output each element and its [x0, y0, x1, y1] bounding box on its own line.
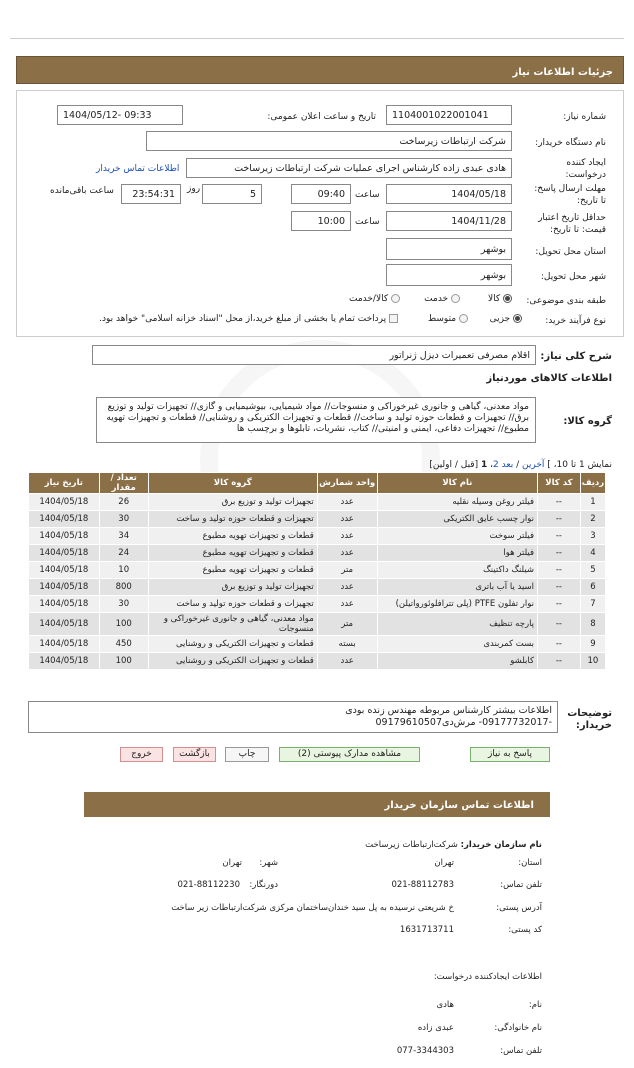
- process-option-medium[interactable]: متوسط: [428, 314, 468, 324]
- category-option-both[interactable]: کالا/خدمت: [349, 294, 400, 304]
- validity-date-field[interactable]: 1404/11/28: [386, 211, 512, 231]
- buyer-contact-link[interactable]: اطلاعات تماس خریدار: [96, 164, 180, 174]
- city-field[interactable]: بوشهر: [386, 264, 512, 286]
- cell-group: تجهیزات و قطعات حوزه تولید و ساخت: [148, 596, 317, 613]
- cell-code: --: [538, 613, 581, 636]
- cell-unit: متر: [317, 613, 377, 636]
- table-row[interactable]: [29, 636, 606, 653]
- contact-fax-label: دورنگار:: [249, 880, 278, 890]
- city-label: شهر محل تحویل:: [540, 272, 606, 282]
- contact-phone-value: 021-88112783: [391, 880, 454, 890]
- cell-qty: 100: [99, 653, 148, 670]
- announce-label: تاریخ و ساعت اعلان عمومی:: [267, 112, 376, 122]
- col-group: گروه کالا: [148, 473, 317, 494]
- creator-field[interactable]: هادی عبدی زاده کارشناس اجرای عملیات شرکت ارتباطات زیرساخت: [186, 158, 512, 178]
- creator-label: ایجاد کننده درخواست:: [565, 158, 606, 180]
- process-label: نوع فرآیند خرید:: [545, 316, 606, 326]
- contact-province-label: استان:: [518, 858, 542, 868]
- contact-address-label: آدرس پستی:: [496, 903, 542, 913]
- pagination-page-1: 1: [481, 460, 488, 470]
- cell-qty: 10: [99, 562, 148, 579]
- checkbox-icon: [389, 314, 398, 323]
- buyer-notes-line2: -09177732017- مرش‌دی09179610507: [375, 717, 552, 728]
- creator-family-value: عبدی زاده: [417, 1023, 454, 1033]
- contact-address-value: خ شریعتی نرسیده به پل سید خندان‌ساختمان مرکزی شرکت‌ارتباطات زیر ساخت: [171, 903, 454, 913]
- col-qty: تعداد / مقدار: [99, 473, 148, 494]
- cell-group: قطعات و تجهیزات الکتریکی و روشنایی: [148, 653, 317, 670]
- cell-unit: عدد: [317, 528, 377, 545]
- cell-date: 1404/05/18: [29, 494, 100, 511]
- pagination-prev: [قبل: [460, 460, 479, 470]
- cell-date: 1404/05/18: [29, 613, 100, 636]
- cell-group: قطعات و تجهیزات الکتریکی و روشنایی: [148, 636, 317, 653]
- cell-row: 4: [580, 545, 605, 562]
- announce-field[interactable]: 1404/05/12- 09:33: [57, 105, 183, 125]
- creator-phone-value: 077-3344303: [396, 1046, 454, 1056]
- cell-unit: عدد: [317, 511, 377, 528]
- cell-qty: 24: [99, 545, 148, 562]
- cell-row: 3: [580, 528, 605, 545]
- pagination-showing: نمایش 1 تا 10،: [553, 460, 612, 470]
- contact-org: نام سازمان خریدار: شرکت‌ارتباطات زیرساخت: [365, 840, 542, 850]
- pagination-last[interactable]: آخرین: [522, 460, 545, 470]
- cell-code: --: [538, 494, 581, 511]
- need-number-field[interactable]: 1104001022001041: [386, 105, 512, 125]
- contact-province-value: تهران: [434, 858, 454, 868]
- col-name: نام کالا: [377, 473, 537, 494]
- remaining-label: ساعت باقی‌مانده: [50, 186, 114, 196]
- cell-date: 1404/05/18: [29, 562, 100, 579]
- cell-date: 1404/05/18: [29, 653, 100, 670]
- cell-qty: 26: [99, 494, 148, 511]
- cell-qty: 800: [99, 579, 148, 596]
- cell-date: 1404/05/18: [29, 596, 100, 613]
- cell-group: قطعات و تجهیزات تهویه مطبوع: [148, 528, 317, 545]
- validity-time-label: ساعت: [355, 217, 380, 227]
- cell-row: 1: [580, 494, 605, 511]
- attachments-button[interactable]: مشاهده مدارک پیوستی (2): [279, 747, 420, 762]
- buyer-notes-field[interactable]: [28, 701, 558, 733]
- cell-group: تجهیزات تولید و توزیع برق: [148, 579, 317, 596]
- pagination-first: / اولین]: [429, 460, 458, 470]
- category-label: طبقه بندی موضوعی:: [526, 296, 606, 306]
- radio-selected-icon: [513, 314, 522, 323]
- cell-qty: 34: [99, 528, 148, 545]
- category-option-service[interactable]: خدمت: [424, 294, 460, 304]
- cell-group: تجهیزات تولید و توزیع برق: [148, 494, 317, 511]
- cell-qty: 450: [99, 636, 148, 653]
- contact-phone-label: تلفن تماس:: [500, 880, 542, 890]
- treasury-payment-checkbox[interactable]: پرداخت تمام یا بخشی از مبلغ خرید،از محل "اسناد خزانه اسلامی" خواهد بود.: [99, 314, 398, 324]
- cell-code: --: [538, 528, 581, 545]
- contact-postal-value: 1631713711: [399, 925, 454, 935]
- deadline-time-field[interactable]: 09:40: [291, 184, 351, 204]
- category-option-goods[interactable]: کالا: [488, 294, 512, 304]
- cell-unit: عدد: [317, 494, 377, 511]
- cell-unit: عدد: [317, 653, 377, 670]
- radio-icon: [451, 294, 460, 303]
- days-field[interactable]: 5: [202, 184, 262, 204]
- table-row[interactable]: [29, 528, 606, 545]
- goods-table: [28, 472, 606, 670]
- page-title: جزئیات اطلاعات نیاز: [16, 56, 624, 84]
- summary-label: شرح کلی نیاز:: [540, 351, 612, 362]
- cell-qty: 30: [99, 511, 148, 528]
- back-button[interactable]: بازگشت: [173, 747, 216, 762]
- cell-row: 6: [580, 579, 605, 596]
- cell-row: 7: [580, 596, 605, 613]
- cell-code: --: [538, 511, 581, 528]
- validity-label: حداقل تاریخ اعتبار قیمت: تا تاریخ:: [538, 213, 606, 235]
- table-row[interactable]: [29, 613, 606, 636]
- table-row[interactable]: [29, 579, 606, 596]
- pagination-page-2[interactable]: 2: [493, 460, 499, 470]
- cell-name: نوار چسب عایق الکتریکی: [377, 511, 537, 528]
- creator-info-title: اطلاعات ایجادکننده درخواست:: [433, 972, 542, 982]
- table-row[interactable]: [29, 545, 606, 562]
- cell-name: نوار تفلون PTFE (پلی تترافلوئورواتیلن): [377, 596, 537, 613]
- cell-code: --: [538, 653, 581, 670]
- deadline-label: مهلت ارسال پاسخ: تا تاریخ:: [534, 184, 606, 206]
- cell-group: مواد معدنی، گیاهی و جانوری غیرخوراکی و منسوجات: [148, 613, 317, 636]
- province-field[interactable]: بوشهر: [386, 238, 512, 260]
- pagination: نمایش 1 تا 10، ] آخرین / بعد 2، 1 [قبل / اولین]: [429, 460, 612, 470]
- cell-date: 1404/05/18: [29, 545, 100, 562]
- cell-code: --: [538, 596, 581, 613]
- col-unit: واحد شمارش: [317, 473, 377, 494]
- cell-code: --: [538, 562, 581, 579]
- cell-unit: بسته: [317, 636, 377, 653]
- deadline-date-field[interactable]: 1404/05/18: [386, 184, 512, 204]
- top-divider: [10, 38, 624, 39]
- validity-time-field[interactable]: 10:00: [291, 211, 351, 231]
- table-row[interactable]: [29, 511, 606, 528]
- cell-qty: 30: [99, 596, 148, 613]
- buyer-org-label: نام دستگاه خریدار:: [535, 138, 606, 148]
- cell-name: بست کمربندی: [377, 636, 537, 653]
- table-row[interactable]: [29, 562, 606, 579]
- buyer-notes-line1: اطلاعات بیشتر کارشناس مربوطه مهندس زنده بودی: [345, 705, 552, 716]
- remaining-time-field[interactable]: 23:54:31: [121, 184, 181, 204]
- reply-button[interactable]: پاسخ به نیاز: [470, 747, 550, 762]
- cell-unit: عدد: [317, 579, 377, 596]
- radio-selected-icon: [503, 294, 512, 303]
- need-number-label: شماره نیاز:: [563, 112, 606, 122]
- summary-field[interactable]: اقلام مصرفی تعمیرات دیزل ژنراتور: [92, 345, 536, 365]
- days-label: روز: [187, 184, 201, 194]
- col-date: تاریخ نیاز: [29, 473, 100, 494]
- radio-icon: [459, 314, 468, 323]
- cell-name: فیلتر هوا: [377, 545, 537, 562]
- cell-name: اسید یا آب باتری: [377, 579, 537, 596]
- goods-group-field[interactable]: مواد معدنی، گیاهی و جانوری غیرخوراکی و منسوجات// مواد شیمیایی، بیوشیمیایی و گازی// تجهیزات تولید و توزیع برق// تجهیزات و قطعات حوزه تولید و ساخت// قطعات و تجهیزات الکتریکی و روشنایی// قطعات و تجهیزات تهویه مطبوع// تجهیزات دفاعی، ایمنی و امنیتی// کتاب، نشریات، تابلوها و برچسب ها: [96, 397, 536, 443]
- cell-group: قطعات و تجهیزات تهویه مطبوع: [148, 545, 317, 562]
- buyer-notes-label: توضیحات خریدار:: [567, 708, 612, 731]
- creator-name-value: هادی: [436, 1000, 454, 1010]
- cell-row: 8: [580, 613, 605, 636]
- cell-date: 1404/05/18: [29, 511, 100, 528]
- table-row[interactable]: [29, 653, 606, 670]
- creator-name-label: نام:: [528, 1000, 542, 1010]
- cell-name: شیلنگ داکتینگ: [377, 562, 537, 579]
- radio-icon: [391, 294, 400, 303]
- pagination-next[interactable]: بعد: [501, 460, 514, 470]
- cell-unit: عدد: [317, 596, 377, 613]
- cell-group: تجهیزات و قطعات حوزه تولید و ساخت: [148, 511, 317, 528]
- contact-city-value: تهران: [222, 858, 242, 868]
- goods-group-label: گروه کالا:: [563, 416, 612, 427]
- cell-row: 9: [580, 636, 605, 653]
- cell-row: 10: [580, 653, 605, 670]
- print-button[interactable]: چاپ: [225, 747, 269, 762]
- process-option-minor[interactable]: جزیی: [490, 314, 522, 324]
- cell-name: فیلتر روغن وسیله نقلیه: [377, 494, 537, 511]
- cell-date: 1404/05/18: [29, 528, 100, 545]
- cell-date: 1404/05/18: [29, 579, 100, 596]
- col-code: کد کالا: [538, 473, 581, 494]
- contact-title: اطلاعات تماس سازمان خریدار: [84, 792, 550, 817]
- province-label: استان محل تحویل:: [535, 247, 606, 257]
- contact-postal-label: کد پستی:: [508, 925, 542, 935]
- cell-unit: عدد: [317, 545, 377, 562]
- table-row[interactable]: [29, 596, 606, 613]
- contact-city-label: شهر:: [259, 858, 278, 868]
- deadline-time-label: ساعت: [355, 190, 380, 200]
- cell-qty: 100: [99, 613, 148, 636]
- cell-row: 5: [580, 562, 605, 579]
- goods-info-title: اطلاعات کالاهای موردنیاز: [486, 373, 612, 384]
- cell-date: 1404/05/18: [29, 636, 100, 653]
- col-row: ردیف: [580, 473, 605, 494]
- cell-code: --: [538, 579, 581, 596]
- cell-name: فیلتر سوخت: [377, 528, 537, 545]
- table-row[interactable]: [29, 494, 606, 511]
- cell-name: پارچه تنظیف: [377, 613, 537, 636]
- cell-code: --: [538, 636, 581, 653]
- creator-family-label: نام خانوادگی:: [494, 1023, 542, 1033]
- cell-group: قطعات و تجهیزات تهویه مطبوع: [148, 562, 317, 579]
- contact-fax-value: 021-88112230: [177, 880, 240, 890]
- creator-phone-label: تلفن تماس:: [500, 1046, 542, 1056]
- table-header-row: [29, 473, 606, 494]
- cell-unit: متر: [317, 562, 377, 579]
- cell-row: 2: [580, 511, 605, 528]
- exit-button[interactable]: خروج: [120, 747, 163, 762]
- buyer-org-field[interactable]: شرکت ارتباطات زیرساخت: [146, 131, 512, 151]
- cell-code: --: [538, 545, 581, 562]
- cell-name: کابلشو: [377, 653, 537, 670]
